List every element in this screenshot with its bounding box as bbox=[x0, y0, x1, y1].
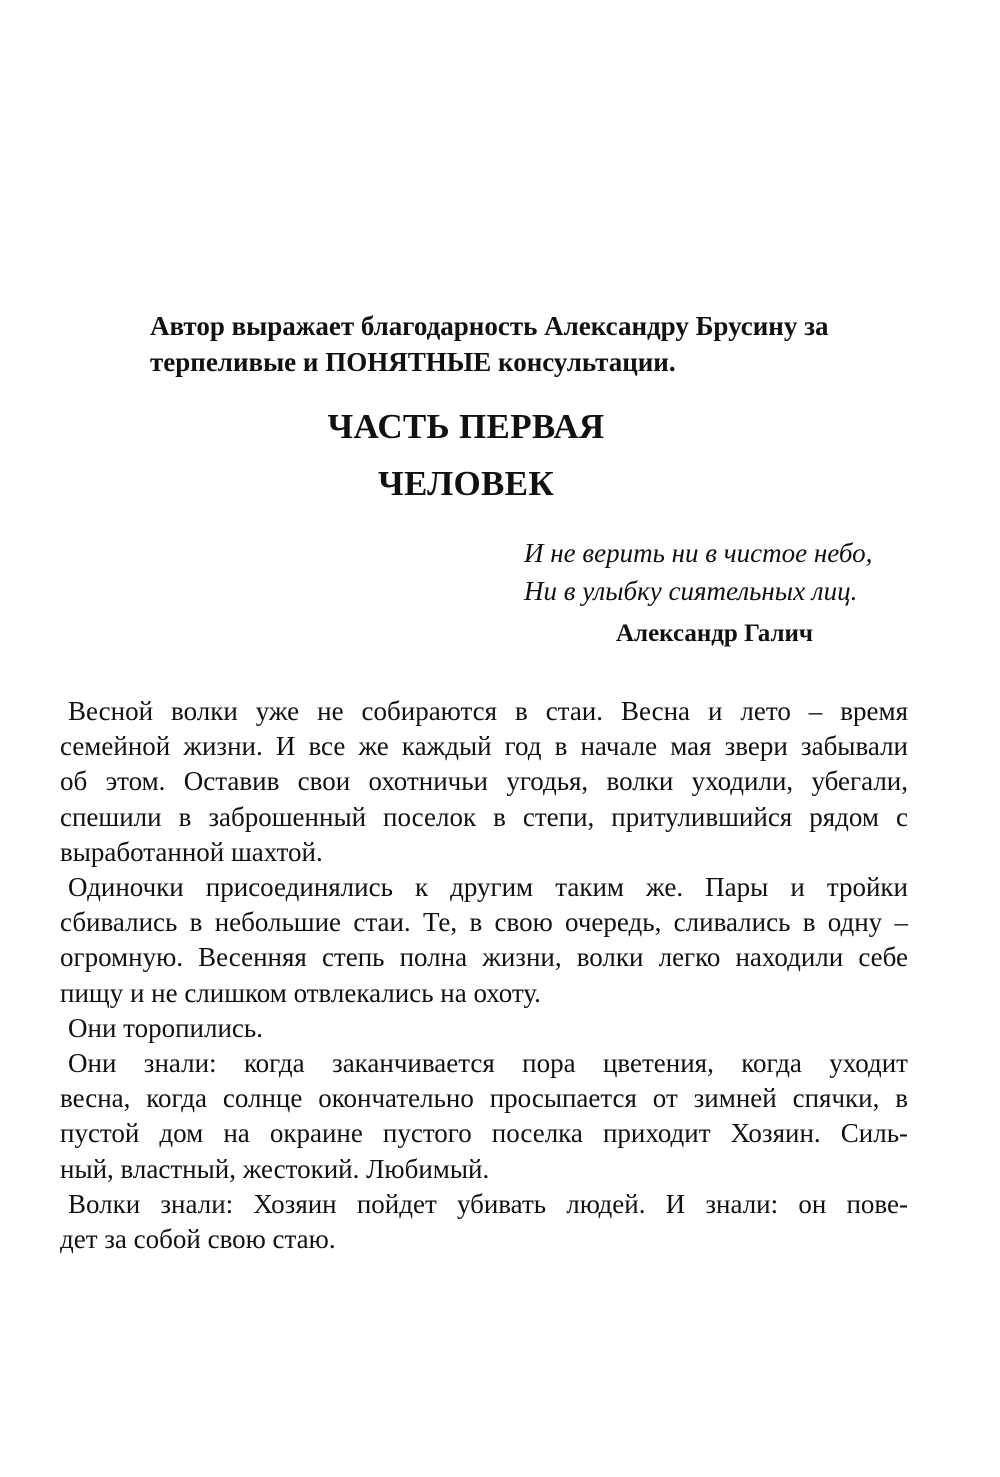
acknowledgement-line: Автор выражает благодарность Александру Брусину за bbox=[150, 311, 829, 341]
paragraph bbox=[60, 870, 908, 1011]
text-line: семейной жизни. И все же каждый год в начале мая звери забывали bbox=[60, 731, 908, 762]
part-subtitle: ЧЕЛОВЕК bbox=[377, 464, 555, 503]
text-line: Весной волки уже не собираются в стаи. Весна и лето – время bbox=[68, 696, 908, 726]
text-line: выработанной шахтой. bbox=[60, 836, 323, 867]
paragraph bbox=[60, 1011, 908, 1046]
text-line: огромную. Весенняя степь полна жизни, волки легко находили себе bbox=[60, 942, 908, 973]
text-line: сбивались в небольшие стаи. Те, в свою очередь, сливались в одну – bbox=[60, 907, 908, 938]
text-line: пустой дом на окраине пустого поселка приходит Хозяин. Силь- bbox=[60, 1118, 908, 1149]
text-line: пищу и не слишком отвлекались на охоту. bbox=[60, 977, 541, 1008]
epigraph-author: Александр Галич bbox=[616, 620, 814, 647]
acknowledgement bbox=[150, 308, 920, 380]
text-line: Они торопились. bbox=[68, 1012, 263, 1043]
text-line: Волки знали: Хозяин пойдет убивать людей. И знали: он пове- bbox=[68, 1188, 908, 1219]
paragraph bbox=[60, 1046, 908, 1187]
epigraph bbox=[524, 534, 944, 654]
text-line: Они знали: когда заканчивается пора цветения, когда уходит bbox=[68, 1048, 908, 1079]
text-line: ный, властный, жестокий. Любимый. bbox=[60, 1153, 490, 1184]
text-line: спешили в заброшенный поселок в степи, притулившийся рядом с bbox=[60, 801, 908, 832]
epigraph-line: И не верить ни в чистое небо, bbox=[524, 538, 873, 568]
text-line: об этом. Оставив свои охотничьи угодья, волки уходили, убегали, bbox=[60, 766, 908, 797]
acknowledgement-line: терпеливые и ПОНЯТНЫЕ консультации. bbox=[150, 347, 676, 377]
text-line: весна, когда солнце окончательно просыпается от зимней спячки, в bbox=[60, 1083, 908, 1114]
part-title: ЧАСТЬ ПЕРВАЯ bbox=[327, 407, 605, 446]
text-line: Одиночки присоединялись к другим таким же. Пары и тройки bbox=[68, 872, 908, 903]
body-text bbox=[60, 694, 908, 1257]
paragraph bbox=[60, 1187, 908, 1257]
paragraph bbox=[60, 694, 908, 870]
epigraph-line: Ни в улыбку сиятельных лиц. bbox=[524, 576, 858, 606]
text-line: дет за собой свою стаю. bbox=[60, 1224, 336, 1255]
